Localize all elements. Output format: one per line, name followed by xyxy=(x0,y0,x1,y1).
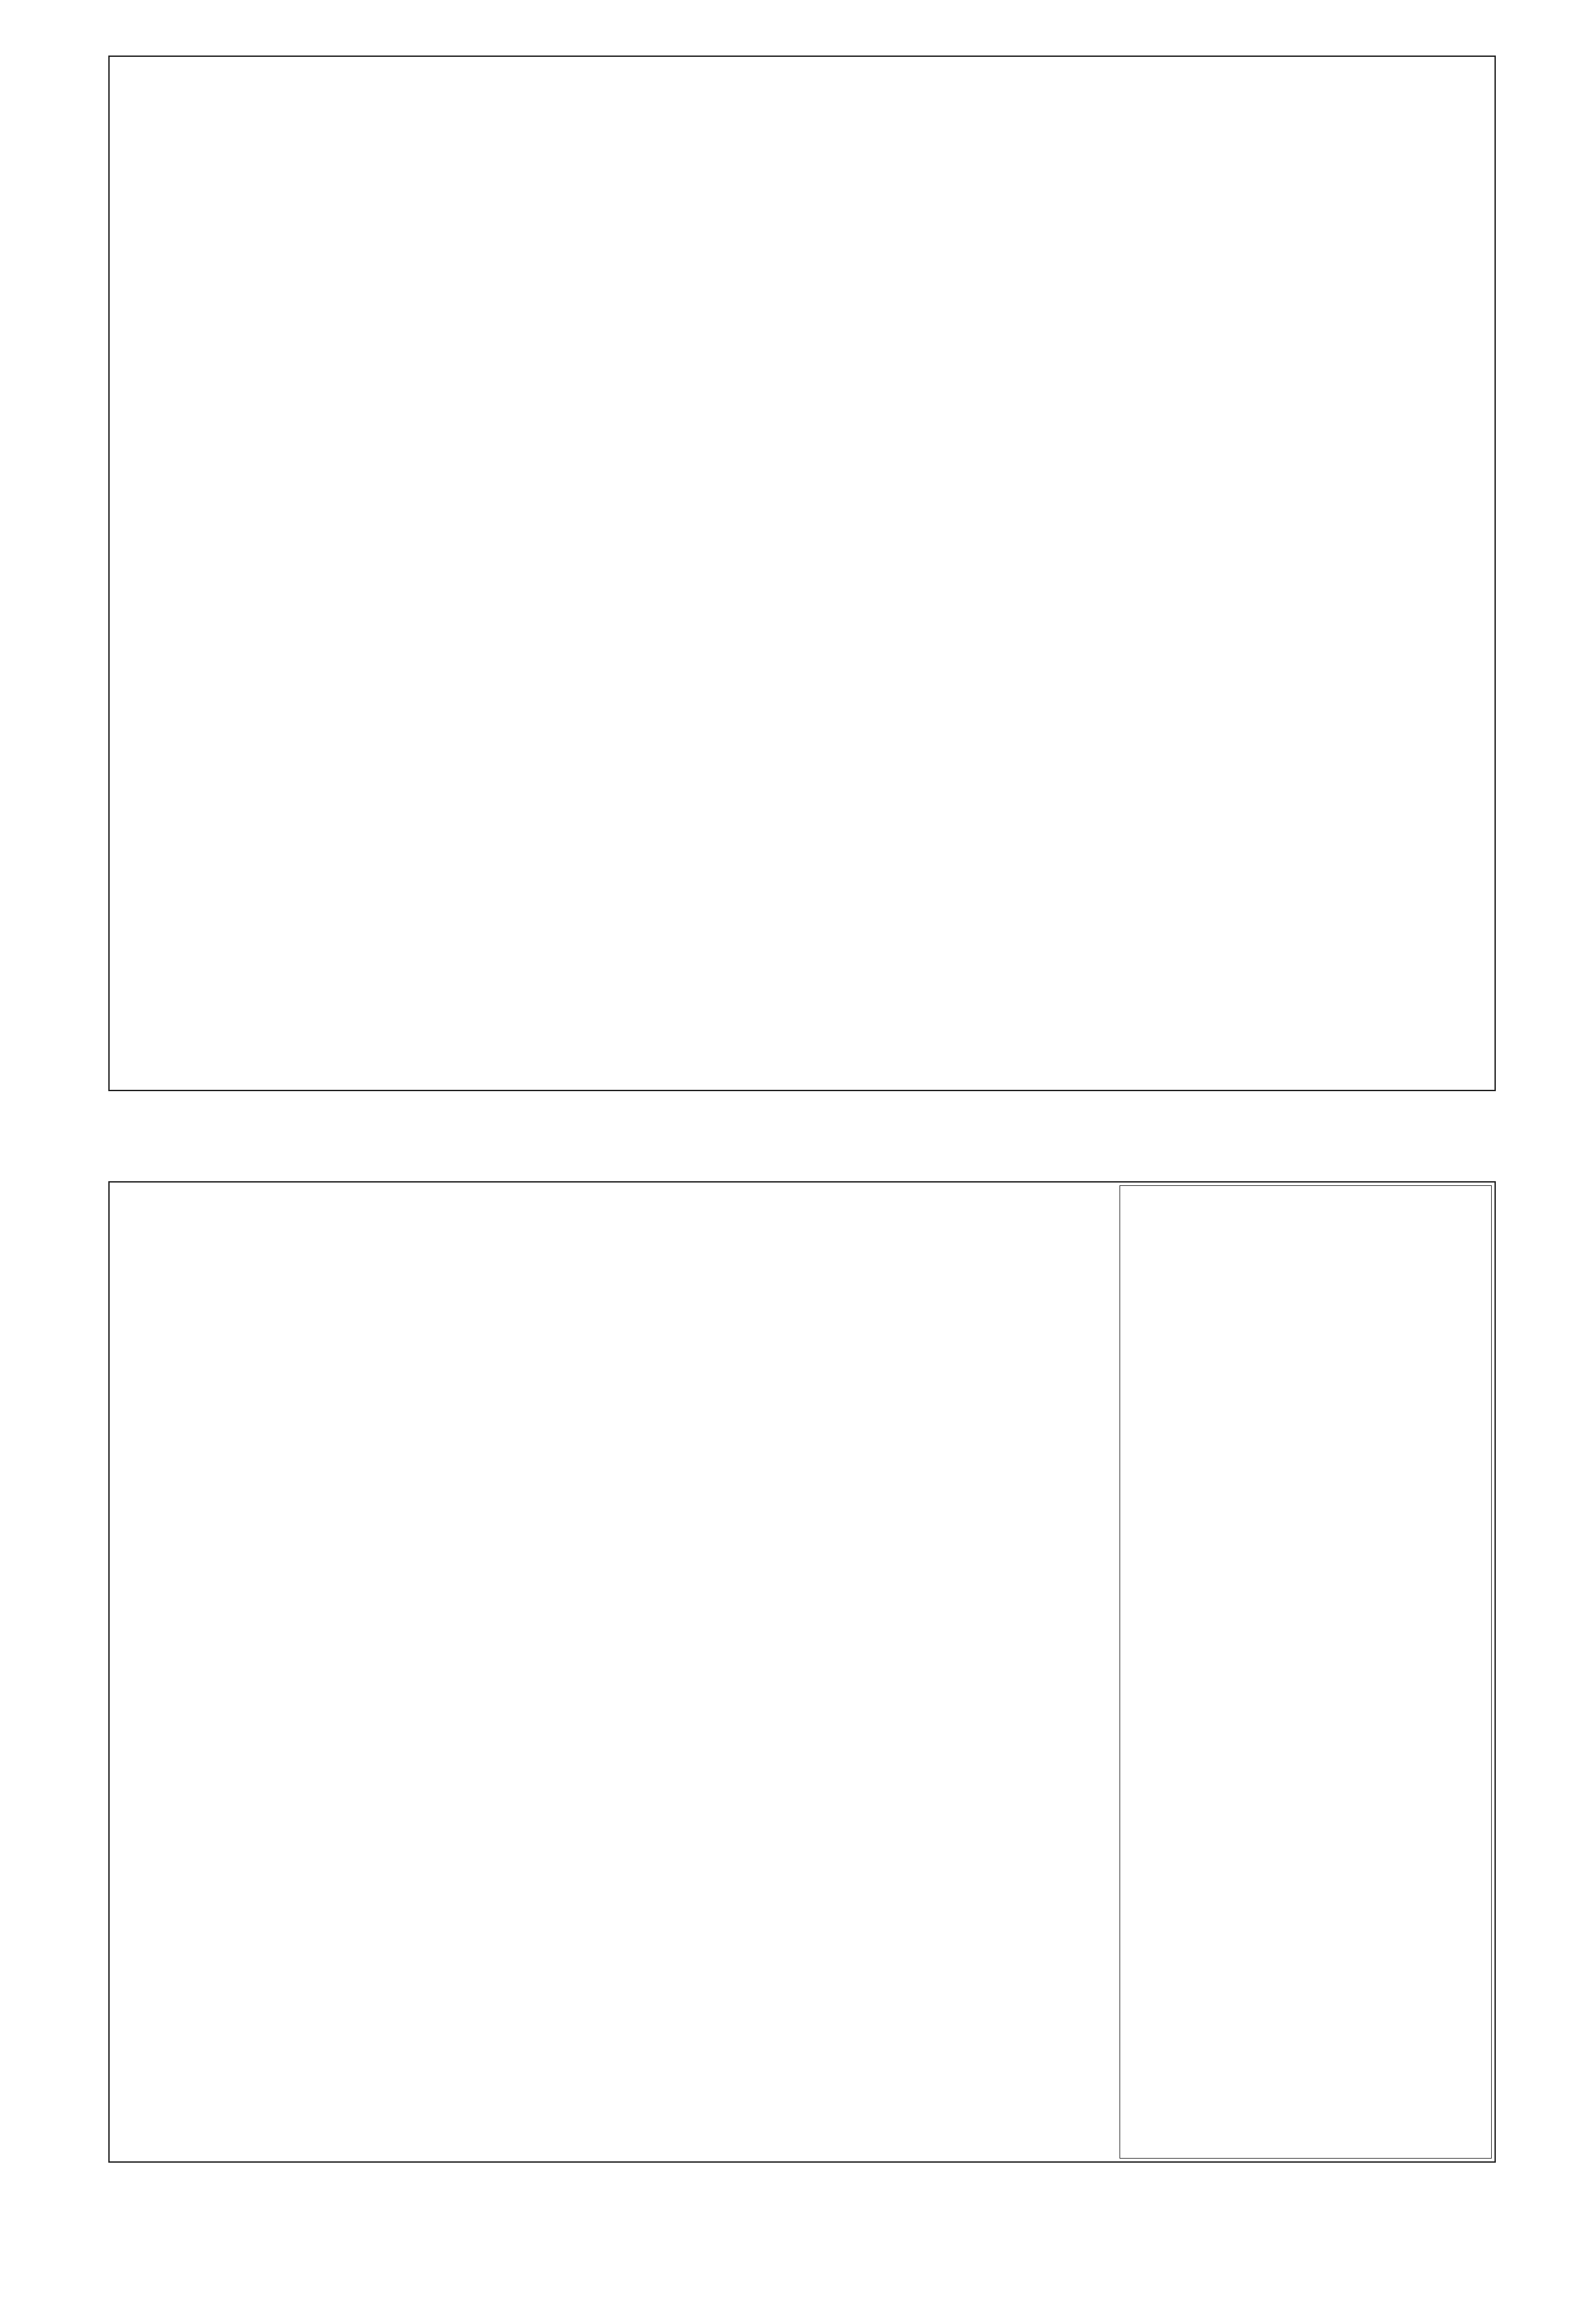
operators-left xyxy=(112,1185,1117,2159)
page-header-top xyxy=(108,24,1496,51)
depots-sheet xyxy=(108,56,1496,1091)
operators-row-1 xyxy=(112,1185,1117,1690)
operators-sheet xyxy=(108,1181,1496,2163)
operators-row-2 xyxy=(112,1692,1117,2159)
page-header-bottom xyxy=(108,1151,1496,1178)
totals-column xyxy=(1120,1185,1492,2159)
